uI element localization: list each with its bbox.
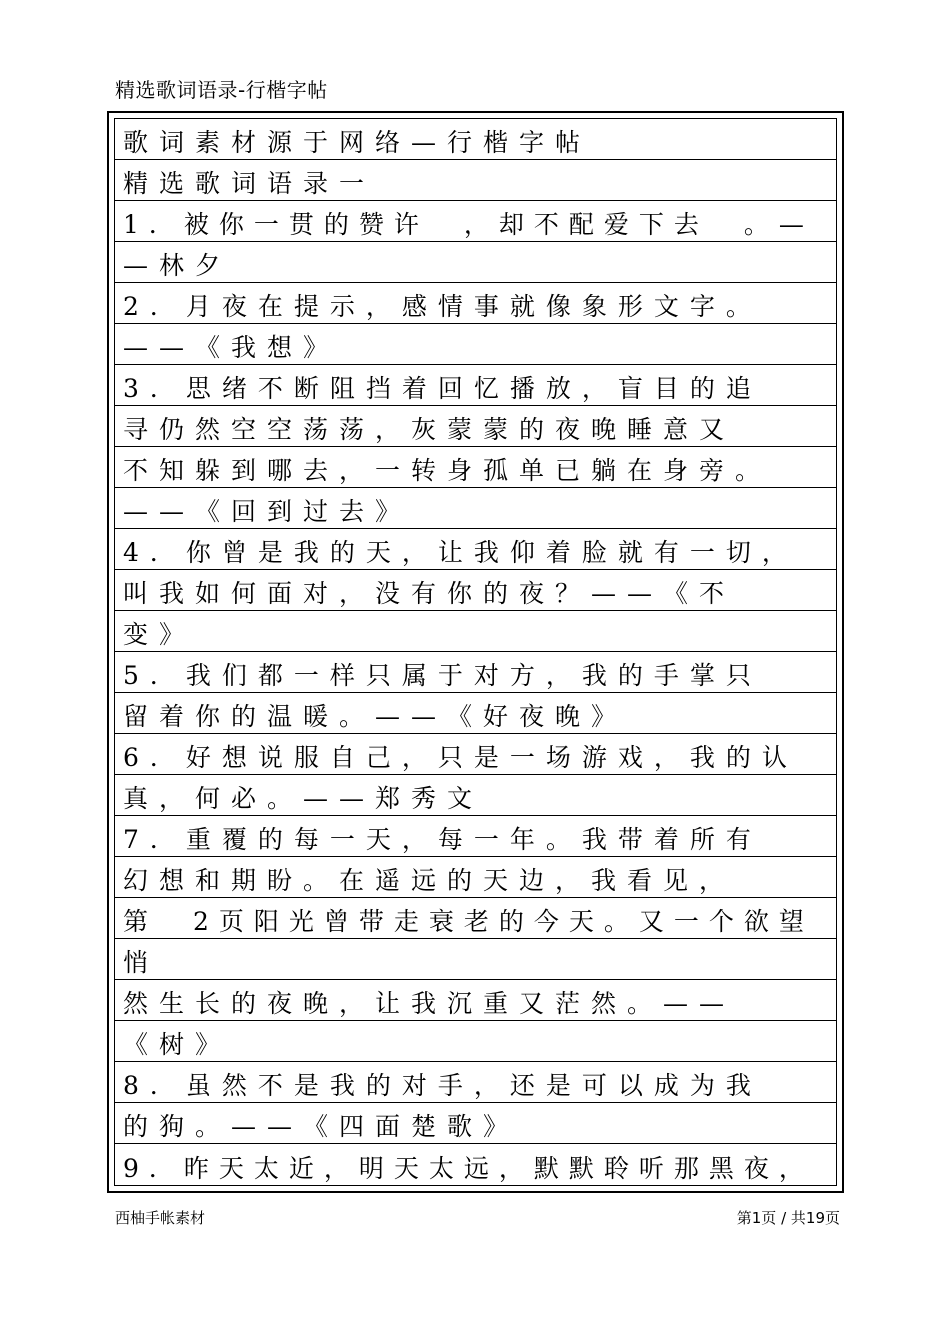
copybook-line: [115, 1144, 836, 1185]
copybook-sheet: [107, 111, 844, 1193]
copybook-line: [115, 611, 836, 652]
copybook-line: [115, 242, 836, 283]
footer-page-number: 第1页 / 共19页: [736, 1209, 840, 1227]
copybook-line: [115, 857, 836, 898]
line-text: ——《回到过去》: [123, 497, 412, 526]
copybook-line: [115, 1103, 836, 1144]
page-header-title: 精选歌词语录-行楷字帖: [115, 78, 328, 102]
copybook-line: [115, 488, 836, 529]
copybook-line: [115, 406, 836, 447]
copybook-line: [115, 570, 836, 611]
line-text: 4．你曾是我的天，让我仰着脸就有一切，: [123, 538, 798, 567]
copybook-line: [115, 1062, 836, 1103]
copybook-line: [115, 447, 836, 488]
copybook-line: [115, 324, 836, 365]
line-text: 悄: [123, 948, 160, 977]
line-text: 5．我们都一样只属于对方，我的手掌只: [123, 661, 762, 690]
line-text: 寻仍然空空荡荡，灰蒙蒙的夜晚睡意又: [123, 415, 736, 444]
copybook-line: [115, 201, 836, 242]
copybook-line: [115, 816, 836, 857]
footer-source: 西柚手帐素材: [115, 1209, 206, 1227]
line-text: 歌词素材源于网络—行楷字帖: [123, 128, 592, 157]
copybook-line: [115, 898, 836, 939]
line-text: 留着你的温暖。——《好夜晚》: [123, 702, 628, 731]
copybook-line: [115, 283, 836, 324]
line-text: 不知躲到哪去，一转身孤单已躺在身旁。: [123, 456, 772, 485]
line-text: 精选歌词语录一: [123, 169, 376, 198]
copybook-lines: [114, 118, 837, 1186]
line-text: 真，何必。——郑秀文: [123, 784, 484, 813]
line-text: 7．重覆的每一天，每一年。我带着所有: [123, 825, 762, 854]
copybook-line: [115, 160, 836, 201]
line-text: —林夕: [123, 251, 232, 280]
line-text: 叫我如何面对，没有你的夜？——《不: [123, 579, 736, 608]
line-text: ——《我想》: [123, 333, 340, 362]
line-text: 2．月夜在提示，感情事就像象形文字。: [123, 292, 762, 321]
copybook-line: [115, 529, 836, 570]
copybook-line: [115, 939, 836, 980]
copybook-line: [115, 1021, 836, 1062]
copybook-line: [115, 652, 836, 693]
copybook-line: [115, 365, 836, 406]
line-text: 6．好想说服自己，只是一场游戏，我的认: [123, 743, 798, 772]
line-text: 《树》: [123, 1030, 232, 1059]
line-text: 然生长的夜晚，让我沉重又茫然。——: [123, 989, 736, 1018]
line-text: 3．思绪不断阻挡着回忆播放，盲目的追: [123, 374, 762, 403]
copybook-line: [115, 734, 836, 775]
line-text: 9．昨天太近，明天太远，默默聆听那黑夜，: [123, 1154, 814, 1183]
copybook-line: [115, 119, 836, 160]
copybook-line: [115, 775, 836, 816]
line-text: 1．被你一贯的赞许 ，却不配爱下去 。—: [123, 210, 814, 239]
line-text: 8．虽然不是我的对手，还是可以成为我: [123, 1071, 762, 1100]
line-text: 幻想和期盼。在遥远的天边，我看见，: [123, 866, 736, 895]
copybook-line: [115, 693, 836, 734]
line-text: 变》: [123, 620, 196, 649]
line-text: 第 2页阳光曾带走衰老的今天。又一个欲望: [123, 907, 814, 936]
copybook-line: [115, 980, 836, 1021]
line-text: 的狗。——《四面楚歌》: [123, 1112, 520, 1141]
